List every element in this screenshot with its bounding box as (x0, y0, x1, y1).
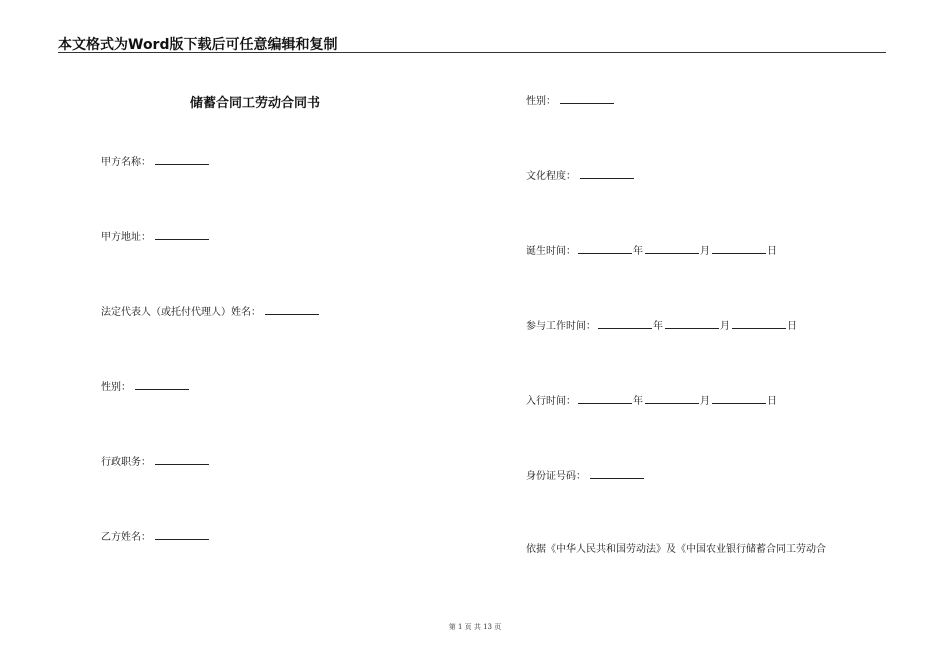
month-blank[interactable] (645, 243, 699, 254)
month-blank[interactable] (645, 393, 699, 404)
day-unit: 日 (767, 396, 777, 407)
field-label: 乙方姓名： (101, 532, 151, 543)
day-unit: 日 (767, 246, 777, 257)
legal-representative-field (101, 304, 319, 320)
field-label: 文化程度： (526, 171, 576, 182)
month-blank[interactable] (665, 318, 719, 329)
year-blank[interactable] (578, 243, 632, 254)
field-label: 性别： (101, 382, 131, 393)
field-label: 诞生时间： (526, 246, 576, 257)
field-label: 性别： (526, 96, 556, 107)
day-blank[interactable] (732, 318, 786, 329)
document-header (58, 30, 886, 53)
page-number: 第 1 页 共 13 页 (448, 623, 502, 631)
month-unit: 月 (700, 396, 710, 407)
field-label: 法定代表人（或托付代理人）姓名： (101, 307, 261, 318)
representative-gender-field (101, 379, 189, 395)
header-text: 本文格式为Word版下载后可任意编辑和复制 (58, 37, 338, 53)
field-label: 参与工作时间： (526, 321, 596, 332)
fill-blank[interactable] (135, 379, 189, 390)
document-title: 储蓄合同工劳动合同书 (190, 96, 321, 111)
day-unit: 日 (787, 321, 797, 332)
field-label: 入行时间： (526, 396, 576, 407)
id-number-field (526, 468, 644, 484)
fill-blank[interactable] (155, 154, 209, 165)
day-blank[interactable] (712, 393, 766, 404)
fill-blank[interactable] (580, 168, 634, 179)
body-paragraph: 依据《中华人民共和国劳动法》及《中国农业银行储蓄合同工劳动合 (526, 544, 826, 555)
work-start-date-field (526, 318, 797, 334)
fill-blank[interactable] (590, 468, 644, 479)
education-field (526, 168, 634, 184)
field-label: 甲方名称： (101, 157, 151, 168)
party-a-name-field (101, 154, 209, 170)
year-blank[interactable] (578, 393, 632, 404)
party-b-gender-field (526, 93, 614, 109)
field-label: 行政职务： (101, 457, 151, 468)
year-unit: 年 (653, 321, 663, 332)
day-blank[interactable] (712, 243, 766, 254)
year-unit: 年 (633, 396, 643, 407)
year-unit: 年 (633, 246, 643, 257)
administrative-position-field (101, 454, 209, 470)
fill-blank[interactable] (560, 93, 614, 104)
join-date-field (526, 393, 777, 409)
month-unit: 月 (700, 246, 710, 257)
year-blank[interactable] (598, 318, 652, 329)
party-a-address-field (101, 229, 209, 245)
fill-blank[interactable] (155, 529, 209, 540)
birth-date-field (526, 243, 777, 259)
field-label: 甲方地址： (101, 232, 151, 243)
field-label: 身份证号码： (526, 471, 586, 482)
party-b-name-field (101, 529, 209, 545)
fill-blank[interactable] (155, 229, 209, 240)
month-unit: 月 (720, 321, 730, 332)
fill-blank[interactable] (265, 304, 319, 315)
fill-blank[interactable] (155, 454, 209, 465)
